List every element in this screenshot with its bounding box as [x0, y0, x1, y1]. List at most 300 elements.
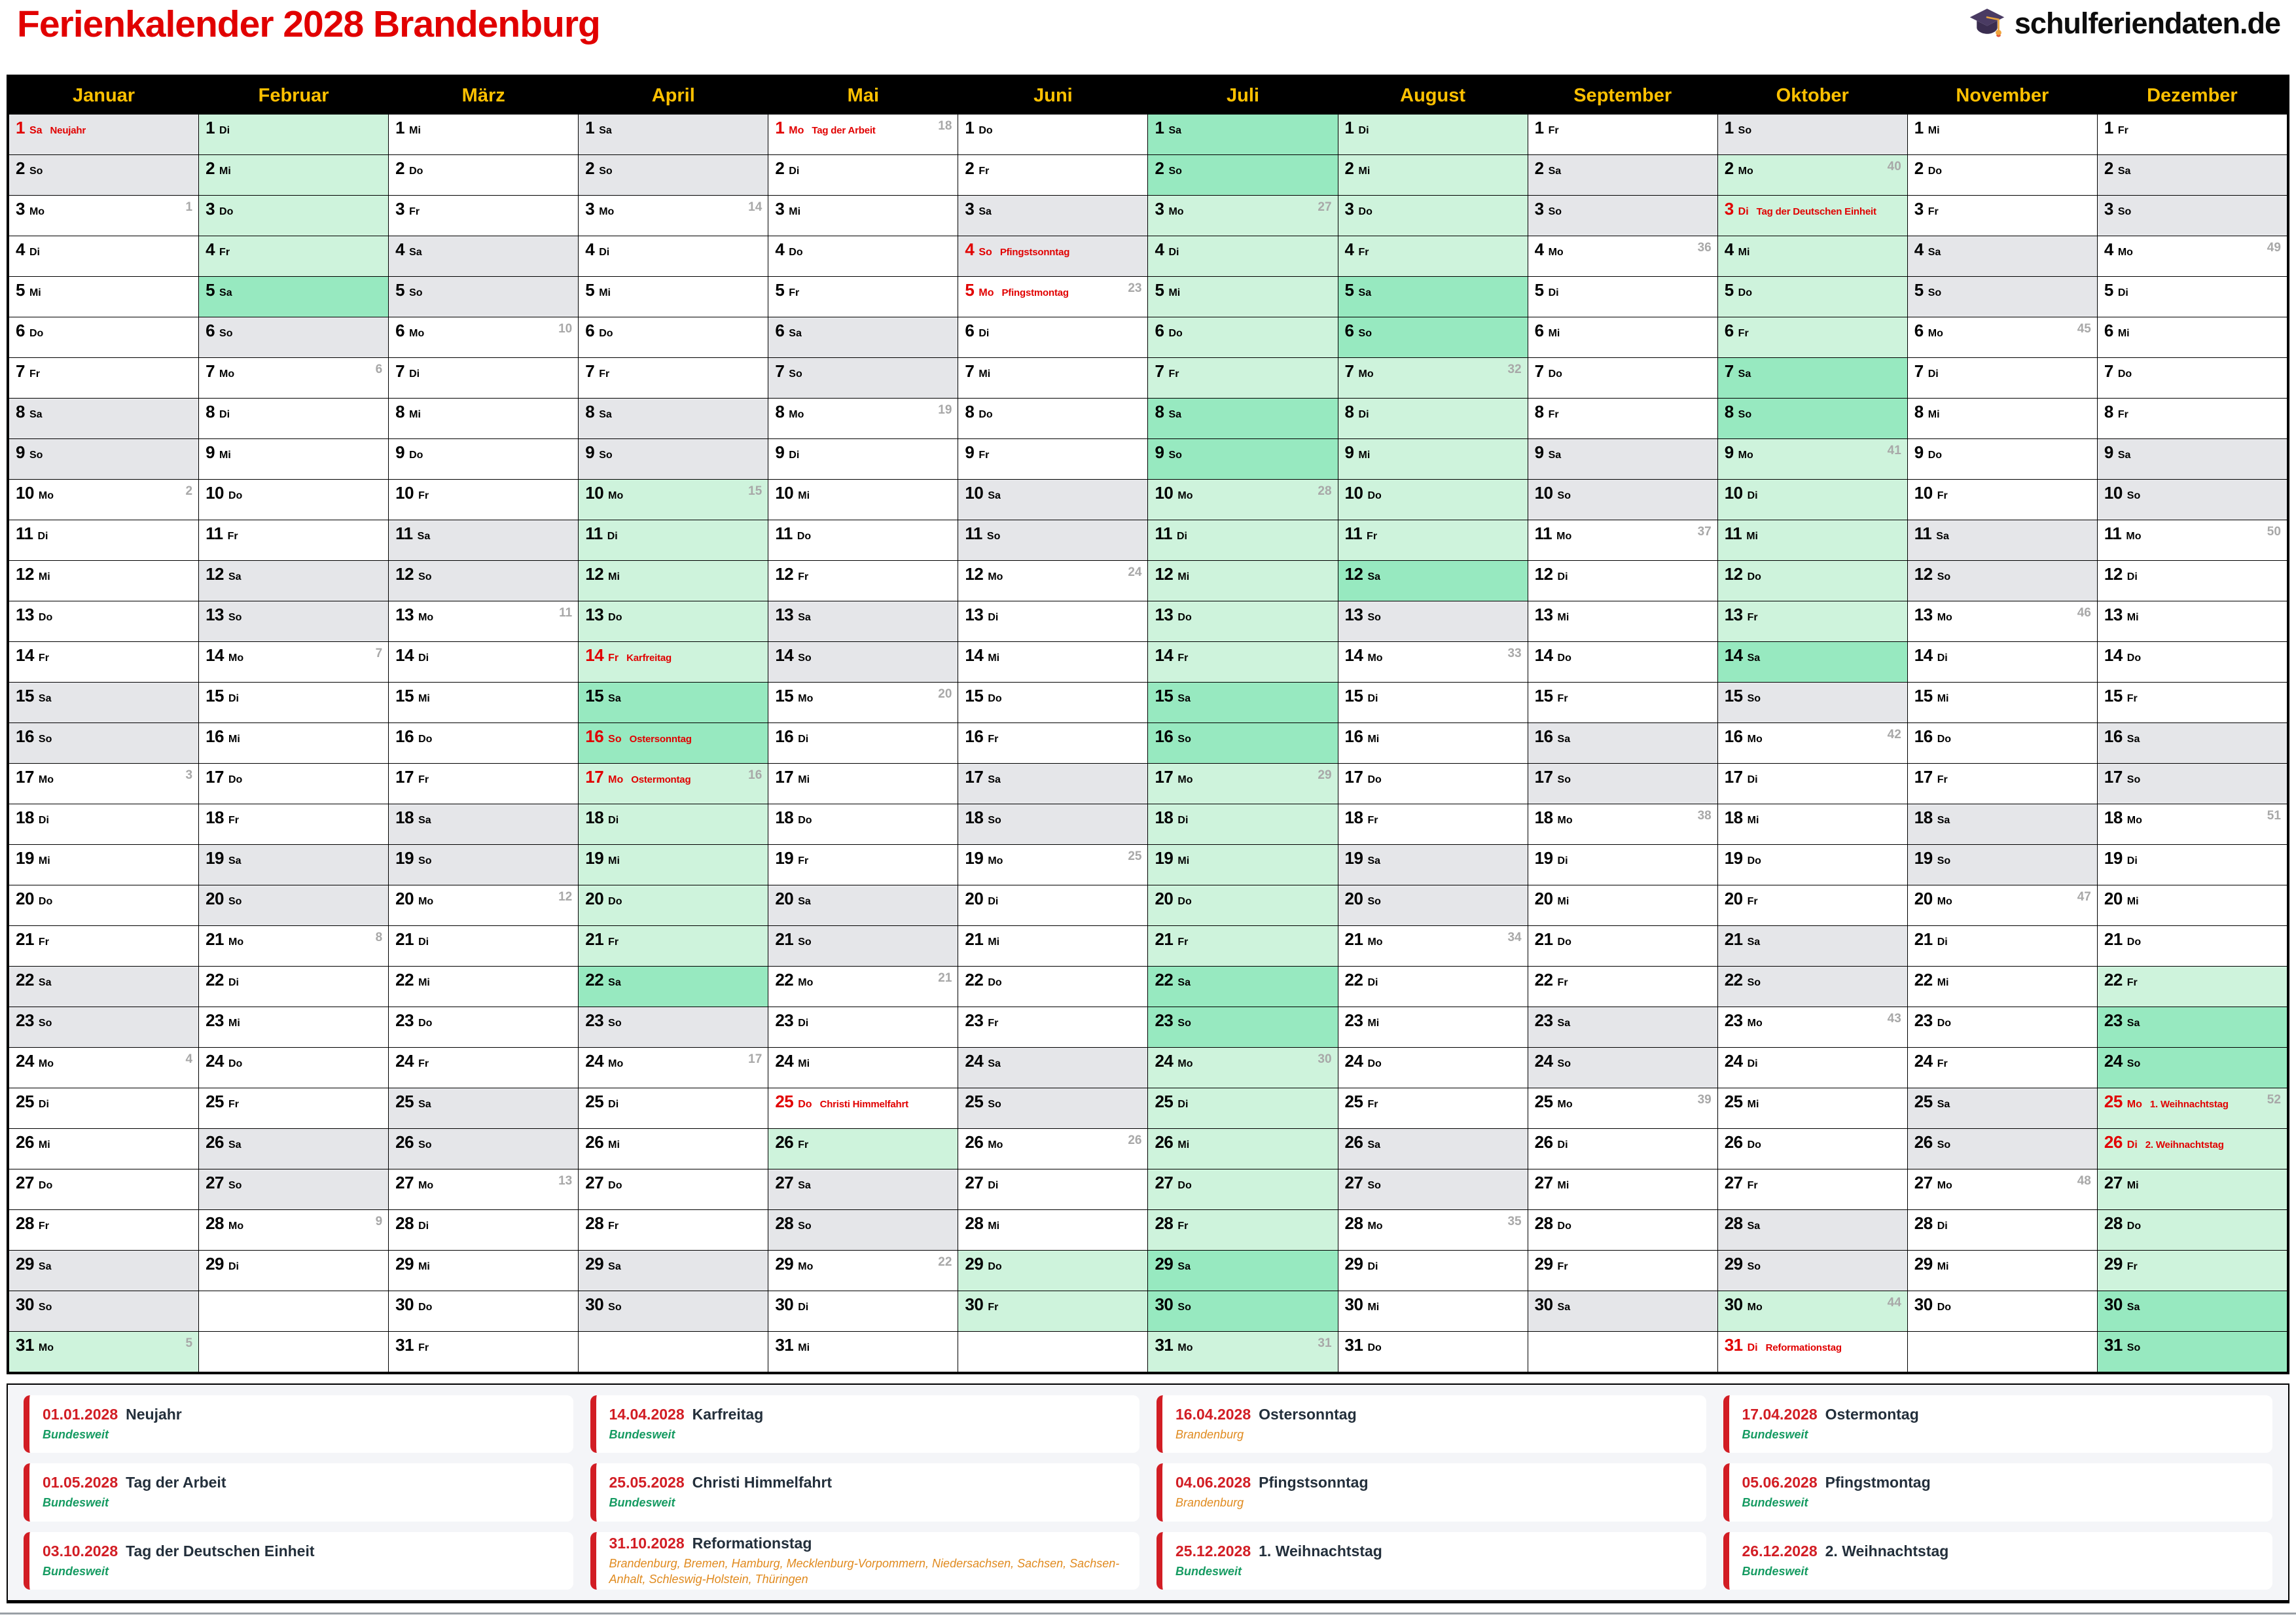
day-cell	[389, 357, 578, 398]
weekday-abbr: So	[608, 734, 622, 745]
day-cell	[1528, 641, 1717, 682]
day-cell	[1718, 438, 1907, 479]
weekday-abbr: Fr	[2117, 125, 2128, 136]
day-cell	[1148, 925, 1337, 966]
holiday-label: Pfingstsonntag	[999, 247, 1070, 258]
day-number: 20	[1155, 889, 1174, 908]
weekday-abbr: Fr	[1738, 328, 1749, 339]
day-cell	[1718, 804, 1907, 844]
day-cell	[1908, 114, 2097, 154]
weekday-abbr: Do	[608, 896, 622, 907]
day-number: 12	[1344, 564, 1363, 584]
legend-holiday-name: Reformationstag	[692, 1534, 812, 1552]
day-cell	[1338, 804, 1528, 844]
weekday-abbr: So	[599, 450, 613, 461]
day-cell	[1718, 154, 1907, 195]
weekday-abbr: Do	[2126, 1221, 2142, 1232]
weekday-abbr: Fr	[1548, 409, 1559, 420]
day-number: 13	[2104, 605, 2123, 624]
day-cell	[389, 844, 578, 885]
day-number: 6	[585, 321, 595, 340]
day-number: 19	[206, 848, 224, 868]
day-number: 11	[775, 524, 793, 543]
legend-date: 26.12.2028	[1742, 1542, 1818, 1560]
weekday-abbr: Do	[978, 409, 993, 420]
weekday-abbr: Fr	[38, 1221, 49, 1232]
weekday-abbr: Sa	[2126, 1018, 2140, 1029]
legend-card-heading	[43, 1406, 560, 1423]
day-number: 13	[1155, 605, 1174, 624]
day-number: 28	[1534, 1213, 1553, 1233]
day-cell	[1528, 1128, 1717, 1169]
day-number: 6	[206, 321, 215, 340]
weekday-abbr: Mo	[1548, 247, 1564, 258]
day-number: 28	[1724, 1213, 1743, 1233]
weekday-abbr: Sa	[608, 693, 621, 704]
day-cell	[1908, 1209, 2097, 1250]
day-number: 15	[1534, 686, 1553, 705]
day-number: 15	[1344, 686, 1363, 705]
day-number: 7	[775, 361, 785, 381]
day-cell	[1148, 1047, 1337, 1088]
weekday-abbr: Sa	[1168, 409, 1182, 420]
day-cell	[958, 1291, 1147, 1331]
weekday-abbr: So	[988, 815, 1001, 826]
weekday-abbr: Do	[1937, 734, 1952, 745]
day-cell	[9, 154, 198, 195]
legend-holiday-name: Pfingstmontag	[1825, 1474, 1931, 1491]
weekday-abbr: Fr	[988, 1018, 999, 1029]
day-number: 5	[965, 280, 975, 300]
day-cell	[1148, 398, 1337, 438]
day-number: 26	[1914, 1132, 1933, 1152]
day-cell	[1148, 236, 1337, 276]
day-cell	[958, 641, 1147, 682]
weekday-abbr: Di	[1548, 287, 1559, 298]
weekday-abbr: Mi	[1557, 612, 1570, 623]
weekday-abbr: Sa	[978, 206, 992, 217]
day-cell	[1148, 276, 1337, 317]
weekday-abbr: Mo	[2126, 815, 2142, 826]
weekday-abbr: Di	[988, 896, 999, 907]
day-cell	[1718, 1047, 1907, 1088]
day-number: 18	[1724, 808, 1743, 827]
weekday-abbr: Mi	[1557, 896, 1570, 907]
weekday-abbr: Mo	[988, 571, 1003, 582]
day-cell	[1718, 1007, 1907, 1047]
legend-holiday-name: 2. Weihnachtstag	[1825, 1542, 1949, 1560]
day-cell	[1718, 357, 1907, 398]
day-cell	[2098, 844, 2287, 885]
day-number: 15	[775, 686, 794, 705]
day-number: 11	[965, 524, 982, 543]
legend-card-heading	[1742, 1543, 2260, 1560]
legend-card-heading	[609, 1474, 1127, 1491]
day-number: 31	[16, 1335, 34, 1355]
week-number: 47	[2077, 890, 2091, 904]
day-number: 21	[1724, 929, 1743, 949]
weekday-abbr: Sa	[1367, 1139, 1381, 1150]
day-cell	[579, 479, 768, 520]
day-cell	[1718, 1128, 1907, 1169]
weekday-abbr: Do	[228, 490, 243, 501]
week-number: 39	[1697, 1093, 1712, 1107]
day-number: 6	[1724, 321, 1734, 340]
day-cell	[1148, 154, 1337, 195]
weekday-abbr: Do	[409, 450, 423, 461]
day-cell	[1718, 1291, 1907, 1331]
day-cell	[389, 1250, 578, 1291]
day-cell	[199, 601, 388, 641]
weekday-abbr: Do	[2126, 936, 2142, 948]
weekday-abbr: So	[409, 287, 423, 298]
day-number: 13	[16, 605, 34, 624]
day-cell	[9, 520, 198, 560]
holiday-label: Karfreitag	[626, 652, 672, 664]
day-cell	[199, 357, 388, 398]
weekday-abbr: Do	[38, 896, 53, 907]
weekday-abbr: Mo	[608, 490, 624, 501]
day-cell	[1338, 1128, 1528, 1169]
day-cell	[1148, 1007, 1337, 1047]
weekday-abbr: Mi	[608, 571, 620, 582]
day-number: 5	[16, 280, 25, 300]
day-number: 7	[585, 361, 595, 381]
day-cell	[199, 844, 388, 885]
day-number: 16	[206, 726, 224, 746]
day-cell	[2098, 1209, 2287, 1250]
weekday-abbr: Fr	[2126, 977, 2138, 988]
day-number: 28	[16, 1213, 34, 1233]
day-cell	[1148, 804, 1337, 844]
day-cell	[1908, 438, 2097, 479]
weekday-abbr: So	[608, 1302, 622, 1313]
day-number: 6	[775, 321, 785, 340]
day-number: 26	[1344, 1132, 1363, 1152]
weekday-abbr: Fr	[1747, 896, 1758, 907]
day-number: 27	[16, 1173, 34, 1192]
weekday-abbr: Sa	[1177, 693, 1191, 704]
day-number: 8	[965, 402, 975, 421]
day-cell	[9, 236, 198, 276]
day-number: 8	[1344, 402, 1354, 421]
weekday-abbr: Sa	[418, 815, 431, 826]
day-number: 13	[585, 605, 604, 624]
weekday-abbr: Mo	[228, 936, 244, 948]
weekday-abbr: Do	[1928, 450, 1943, 461]
month-header: März	[389, 77, 578, 114]
day-number: 17	[1914, 767, 1933, 787]
day-number: 9	[395, 442, 405, 462]
weekday-abbr: Fr	[1177, 936, 1189, 948]
weekday-abbr: Do	[1367, 774, 1382, 785]
day-number: 13	[395, 605, 414, 624]
day-cell	[9, 844, 198, 885]
weekday-abbr: Mo	[988, 1139, 1003, 1150]
week-number: 26	[1128, 1133, 1142, 1147]
day-cell	[1148, 844, 1337, 885]
day-number: 5	[206, 280, 215, 300]
month-header: Juni	[958, 77, 1147, 114]
day-cell	[1908, 763, 2097, 804]
day-number: 8	[16, 402, 25, 421]
weekday-abbr: Sa	[798, 1180, 811, 1191]
day-cell	[199, 195, 388, 236]
day-cell	[579, 1169, 768, 1209]
day-number: 29	[775, 1254, 794, 1274]
day-number: 17	[395, 767, 414, 787]
day-cell	[768, 1209, 958, 1250]
day-number: 2	[1344, 158, 1354, 178]
weekday-abbr: Mo	[2126, 1099, 2142, 1110]
day-cell	[958, 520, 1147, 560]
day-number: 3	[1914, 199, 1924, 219]
day-cell	[199, 763, 388, 804]
day-number: 8	[2104, 402, 2113, 421]
day-number: 21	[965, 929, 984, 949]
day-cell	[1338, 560, 1528, 601]
day-cell	[199, 114, 388, 154]
day-number: 26	[16, 1132, 34, 1152]
day-number: 14	[1344, 645, 1363, 665]
month-header: August	[1338, 77, 1528, 114]
day-number: 13	[1534, 605, 1553, 624]
day-number: 7	[1344, 361, 1354, 381]
day-cell	[1528, 195, 1717, 236]
legend-date: 16.04.2028	[1175, 1406, 1251, 1423]
day-cell	[1148, 966, 1337, 1007]
day-number: 1	[1914, 118, 1924, 137]
day-cell	[579, 966, 768, 1007]
weekday-abbr: Mi	[38, 855, 50, 866]
site-logo[interactable]	[1969, 5, 2280, 42]
day-cell	[199, 885, 388, 925]
month-column-oktober	[1718, 77, 1908, 1372]
month-header: Oktober	[1718, 77, 1907, 114]
legend-date: 17.04.2028	[1742, 1406, 1818, 1423]
day-number: 14	[206, 645, 224, 665]
day-number: 1	[16, 118, 25, 137]
day-cell	[768, 641, 958, 682]
weekday-abbr: Mo	[38, 774, 54, 785]
day-cell	[579, 1047, 768, 1088]
day-number: 20	[395, 889, 414, 908]
weekday-abbr: Fr	[418, 774, 429, 785]
weekday-abbr: So	[2126, 490, 2141, 501]
day-cell	[1148, 1128, 1337, 1169]
week-number: 12	[558, 890, 573, 904]
weekday-abbr: Mo	[1747, 1018, 1763, 1029]
weekday-abbr: Mo	[2117, 247, 2133, 258]
weekday-abbr: Mi	[2117, 328, 2130, 339]
legend-card	[1723, 1463, 2273, 1521]
day-number: 15	[16, 686, 34, 705]
day-number: 8	[1155, 402, 1164, 421]
day-number: 17	[1724, 767, 1743, 787]
day-cell	[389, 1169, 578, 1209]
day-number: 4	[965, 240, 975, 259]
week-number: 16	[748, 768, 762, 782]
week-number: 25	[1128, 849, 1142, 863]
day-number: 9	[1914, 442, 1924, 462]
day-number: 5	[1534, 280, 1544, 300]
weekday-abbr: So	[1367, 612, 1381, 623]
day-number: 4	[1914, 240, 1924, 259]
weekday-abbr: So	[1367, 896, 1381, 907]
holiday-label: Ostersonntag	[629, 734, 692, 745]
day-cell	[9, 966, 198, 1007]
day-cell	[1338, 722, 1528, 763]
day-cell	[1718, 398, 1907, 438]
weekday-abbr: Mi	[418, 693, 430, 704]
day-cell	[2098, 114, 2287, 154]
day-cell	[1338, 601, 1528, 641]
day-cell	[1148, 722, 1337, 763]
day-number: 29	[1534, 1254, 1553, 1274]
day-cell	[9, 1291, 198, 1331]
weekday-abbr: Sa	[38, 1261, 52, 1272]
day-number: 13	[965, 605, 984, 624]
day-cell	[958, 317, 1147, 357]
weekday-abbr: Sa	[1358, 287, 1372, 298]
day-cell	[1908, 357, 2097, 398]
day-cell	[768, 195, 958, 236]
day-cell	[389, 1128, 578, 1169]
weekday-abbr: So	[798, 652, 812, 664]
weekday-abbr: Sa	[798, 896, 811, 907]
bottom-divider	[0, 1613, 2296, 1614]
day-cell	[579, 438, 768, 479]
day-number: 20	[16, 889, 34, 908]
day-cell	[958, 804, 1147, 844]
weekday-abbr: Do	[988, 977, 1002, 988]
day-cell	[1718, 641, 1907, 682]
weekday-abbr: Sa	[1548, 166, 1562, 177]
day-cell	[9, 276, 198, 317]
weekday-abbr: Sa	[1936, 531, 1949, 542]
empty-day-cell	[199, 1331, 388, 1372]
day-number: 29	[1724, 1254, 1743, 1274]
month-header: April	[579, 77, 768, 114]
legend-card-heading	[1175, 1474, 1693, 1491]
day-cell	[2098, 682, 2287, 722]
day-cell	[768, 1169, 958, 1209]
day-cell	[9, 601, 198, 641]
day-cell	[579, 317, 768, 357]
day-number: 16	[1914, 726, 1933, 746]
day-number: 3	[1155, 199, 1164, 219]
day-number: 21	[1534, 929, 1553, 949]
day-cell	[768, 804, 958, 844]
day-cell	[1908, 276, 2097, 317]
day-cell	[958, 1088, 1147, 1128]
day-number: 19	[1914, 848, 1933, 868]
weekday-abbr: So	[1358, 328, 1372, 339]
day-number: 2	[1914, 158, 1924, 178]
legend-card	[1157, 1395, 1706, 1453]
week-number: 22	[938, 1255, 952, 1269]
day-cell	[1718, 1209, 1907, 1250]
legend-holiday-name: Tag der Deutschen Einheit	[126, 1542, 315, 1560]
day-cell	[1528, 398, 1717, 438]
day-cell	[958, 195, 1147, 236]
weekday-abbr: Sa	[228, 855, 242, 866]
day-cell	[9, 317, 198, 357]
weekday-abbr: Fr	[2117, 409, 2128, 420]
weekday-abbr: Di	[1367, 977, 1378, 988]
day-cell	[1148, 641, 1337, 682]
day-number: 14	[585, 645, 604, 665]
weekday-abbr: Do	[1937, 1018, 1952, 1029]
day-number: 15	[585, 686, 604, 705]
weekday-abbr: Mi	[2126, 896, 2139, 907]
day-cell	[199, 966, 388, 1007]
day-number: 7	[2104, 361, 2113, 381]
legend-regions: Bundesweit	[1175, 1564, 1242, 1578]
day-cell	[1528, 154, 1717, 195]
weekday-abbr: Do	[418, 1302, 433, 1313]
day-cell	[199, 682, 388, 722]
legend-date: 25.05.2028	[609, 1474, 685, 1491]
week-number: 13	[558, 1174, 573, 1188]
day-number: 4	[2104, 240, 2113, 259]
day-cell	[389, 1088, 578, 1128]
weekday-abbr: Di	[1747, 490, 1758, 501]
weekday-abbr: Di	[1738, 206, 1749, 217]
day-cell	[199, 1128, 388, 1169]
day-number: 30	[1914, 1294, 1933, 1314]
weekday-abbr: Do	[798, 1099, 812, 1110]
day-number: 27	[1155, 1173, 1174, 1192]
day-number: 25	[585, 1092, 604, 1111]
day-number: 5	[2104, 280, 2113, 300]
legend-card	[590, 1395, 1140, 1453]
day-number: 10	[2104, 483, 2123, 503]
day-cell	[1718, 601, 1907, 641]
day-number: 27	[1914, 1173, 1933, 1192]
day-cell	[9, 722, 198, 763]
legend-date: 05.06.2028	[1742, 1474, 1818, 1491]
weekday-abbr: Di	[988, 612, 999, 623]
day-cell	[1338, 885, 1528, 925]
legend-regions: Bundesweit	[1742, 1564, 1808, 1578]
day-number: 24	[2104, 1051, 2123, 1071]
day-number: 12	[16, 564, 34, 584]
day-cell	[1908, 804, 2097, 844]
day-number: 15	[395, 686, 414, 705]
day-number: 6	[1344, 321, 1354, 340]
weekday-abbr: So	[1937, 855, 1951, 866]
day-number: 21	[1155, 929, 1174, 949]
day-cell	[1338, 520, 1528, 560]
weekday-abbr: Mo	[1557, 815, 1573, 826]
weekday-abbr: So	[418, 571, 432, 582]
day-number: 4	[206, 240, 215, 259]
weekday-abbr: Do	[1557, 936, 1571, 948]
day-cell	[1718, 236, 1907, 276]
day-number: 27	[2104, 1173, 2123, 1192]
weekday-abbr: Mi	[228, 1018, 240, 1029]
weekday-abbr: Mi	[409, 125, 421, 136]
day-number: 27	[1344, 1173, 1363, 1192]
weekday-abbr: Do	[1367, 490, 1382, 501]
weekday-abbr: Do	[219, 206, 234, 217]
day-cell	[389, 885, 578, 925]
weekday-abbr: Mo	[1937, 1180, 1952, 1191]
day-cell	[579, 1088, 768, 1128]
weekday-abbr: Mi	[228, 734, 240, 745]
weekday-abbr: Mi	[1937, 977, 1949, 988]
